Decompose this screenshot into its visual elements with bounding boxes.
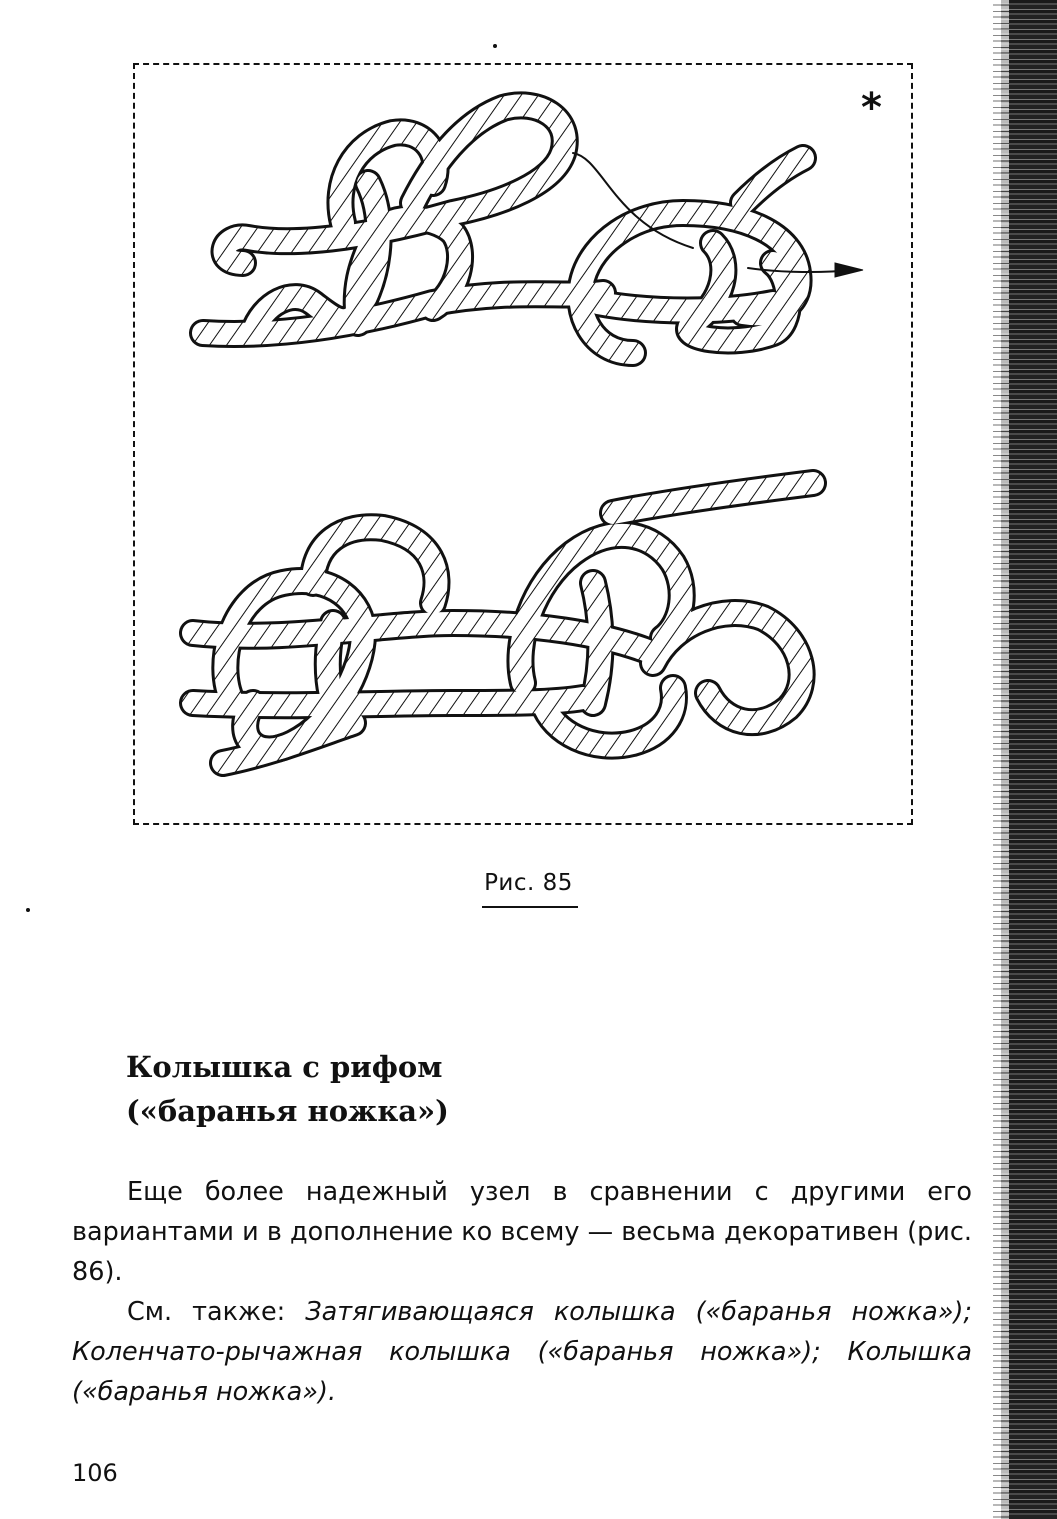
body-text	[72, 1172, 972, 1412]
figure-marker: *	[861, 85, 882, 131]
paragraph-see-also	[72, 1292, 972, 1412]
scan-page-edge	[1001, 0, 1057, 1519]
see-also-references: Затягивающаяся колышка («баранья ножка»); Коленчато-рычажная колышка («баранья ножка»); Колышка («баранья ножка»).	[72, 1297, 973, 1407]
scan-speck	[26, 908, 30, 912]
top-knot-drawing	[203, 105, 863, 353]
heading-line-2: («баранья ножка»)	[126, 1094, 449, 1128]
figure-caption: Рис. 85	[484, 870, 573, 896]
caption-underline	[482, 906, 578, 908]
bottom-knot-drawing	[193, 483, 813, 763]
see-also-label: См. также:	[127, 1297, 286, 1327]
figure-knot-illustration	[133, 63, 913, 825]
page-number: 106	[72, 1459, 118, 1487]
scan-speck	[493, 44, 497, 48]
section-heading	[126, 1045, 826, 1133]
paragraph-description: Еще более надежный узел в сравнении с другими его вариантами и в дополнение ко всему — весьма декоративен (рис. 86).	[72, 1177, 972, 1287]
heading-line-1: Колышка с рифом	[126, 1050, 443, 1084]
